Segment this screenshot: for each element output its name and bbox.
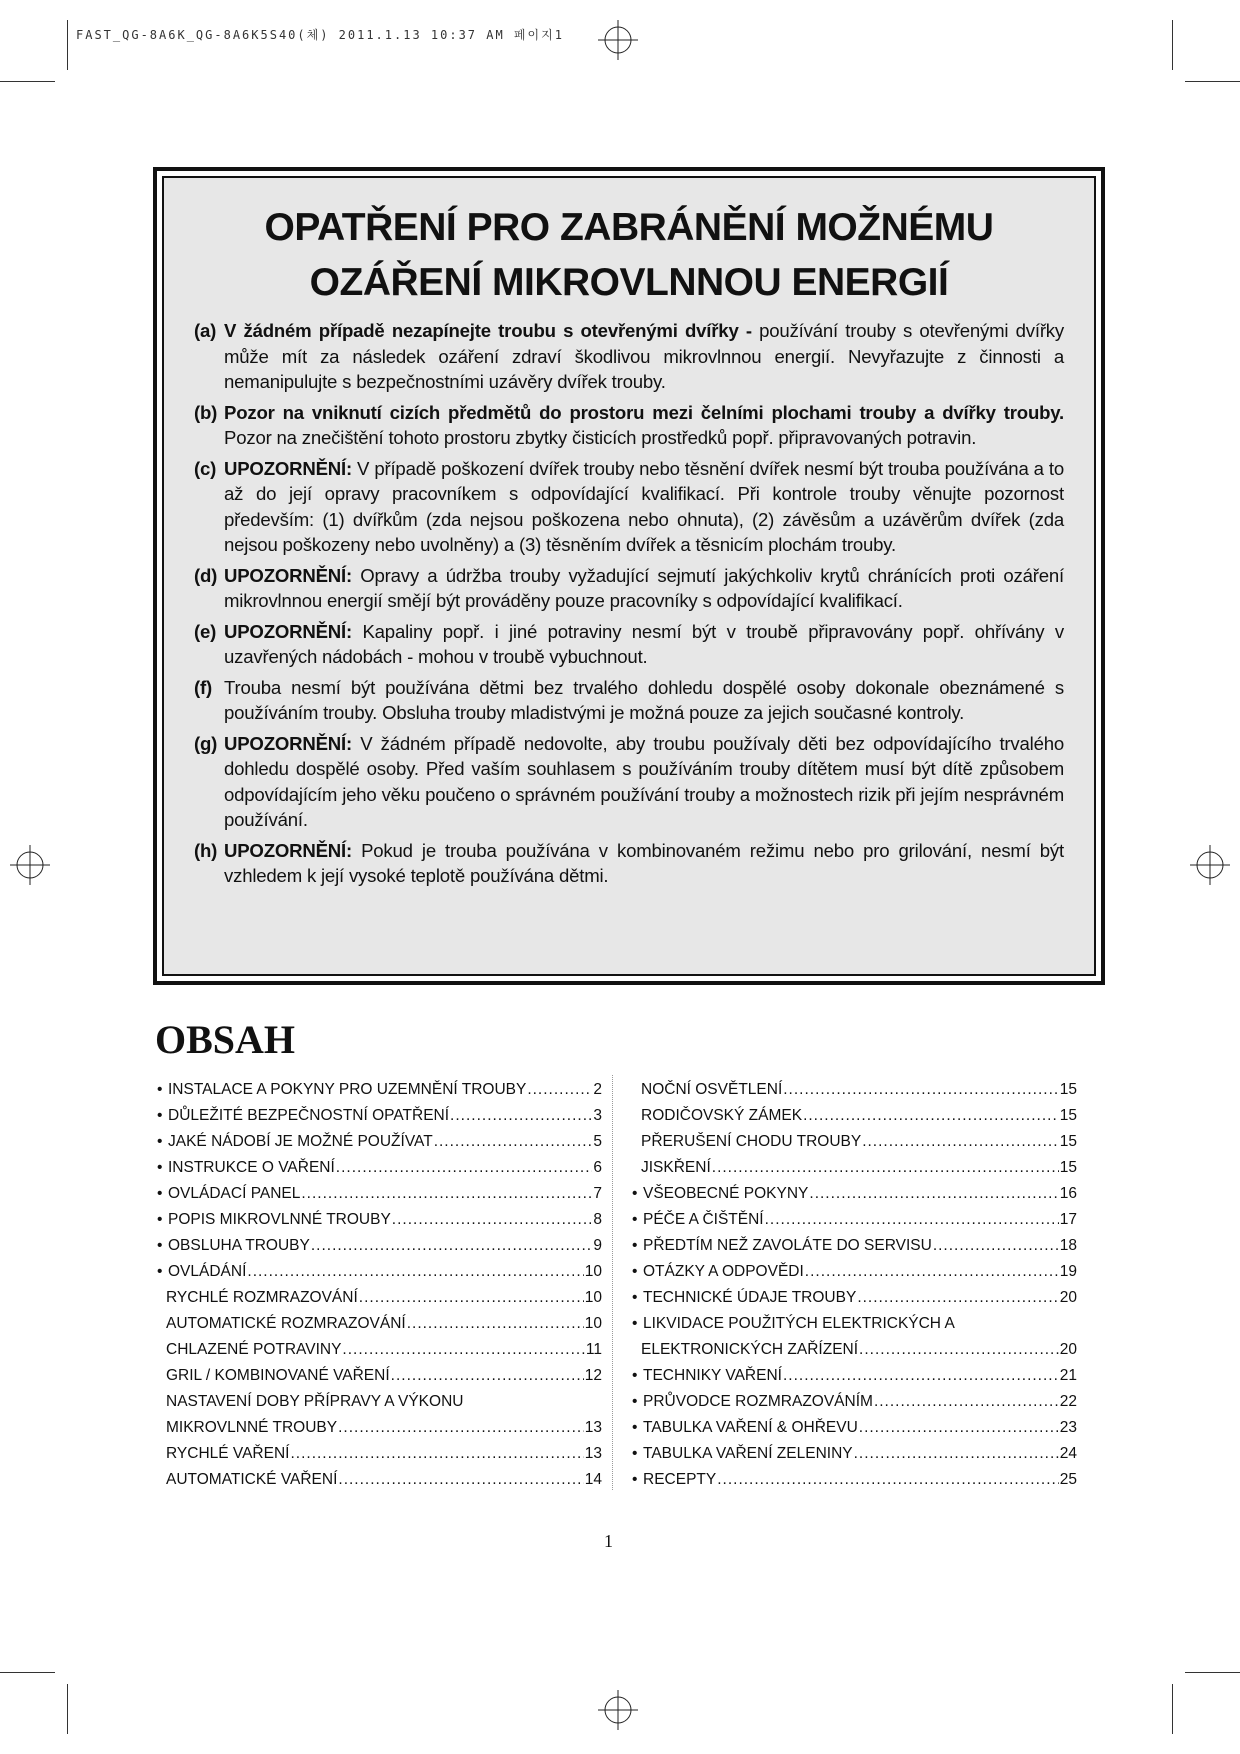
toc-page-number: 15	[1059, 1081, 1077, 1098]
toc-entry-text: PŘERUŠENÍ CHODU TROUBY	[641, 1133, 862, 1150]
toc-bullet: •	[157, 1185, 163, 1202]
toc-entry	[157, 1389, 602, 1415]
toc-entry	[632, 1155, 1077, 1181]
toc-entry-text: OBSLUHA TROUBY	[168, 1237, 310, 1254]
toc-entry-text: RODIČOVSKÝ ZÁMEK	[641, 1107, 803, 1124]
toc-bullet: •	[632, 1211, 638, 1228]
toc-leader-dots	[392, 1207, 593, 1233]
toc-entry-text: OVLÁDÁNÍ	[168, 1263, 247, 1280]
toc-leader-dots	[391, 1363, 584, 1389]
warning-item-bold: UPOZORNĚNÍ:	[224, 564, 352, 586]
toc-leader-dots	[338, 1415, 584, 1441]
toc-leader-dots	[290, 1441, 583, 1467]
toc-entry-text: CHLAZENÉ POTRAVINY	[166, 1341, 342, 1358]
toc-page-number: 22	[1059, 1393, 1077, 1410]
warning-box	[153, 167, 1105, 985]
toc-entry-text: TABULKA VAŘENÍ ZELENINY	[643, 1445, 853, 1462]
toc-divider	[612, 1075, 613, 1490]
warning-box-inner	[162, 176, 1096, 976]
toc-entry	[632, 1337, 1077, 1363]
toc-entry	[632, 1103, 1077, 1129]
toc-bullet: •	[157, 1081, 163, 1098]
crop-mark	[0, 1672, 55, 1673]
toc-entry	[157, 1155, 602, 1181]
toc-bullet: •	[632, 1315, 638, 1332]
toc-entry-text: INSTALACE A POKYNY PRO UZEMNĚNÍ TROUBY	[168, 1081, 527, 1098]
warning-item	[194, 731, 1064, 833]
registration-mark-icon	[598, 1690, 638, 1730]
toc-leader-dots	[434, 1129, 593, 1155]
toc-bullet: •	[632, 1185, 638, 1202]
warning-title	[194, 200, 1064, 310]
toc-entry	[632, 1363, 1077, 1389]
toc-leader-dots	[712, 1155, 1059, 1181]
toc-page-number: 13	[584, 1445, 602, 1462]
toc-page-number: 24	[1059, 1445, 1077, 1462]
toc-leader-dots	[859, 1337, 1059, 1363]
warning-item-text: Trouba nesmí být používána dětmi bez trvalého dohledu dospělé osoby dokonale obeznámené s používáním trouby. Obsluha trouby mladistvými je možná pouze za jejich současné kontroly.	[224, 676, 1064, 723]
warning-item	[194, 563, 1064, 614]
toc-entry-text: AUTOMATICKÉ VAŘENÍ	[166, 1471, 338, 1488]
toc-entry	[632, 1129, 1077, 1155]
toc-bullet: •	[632, 1263, 638, 1280]
warning-title-line-2: OZÁŘENÍ MIKROVLNNOU ENERGIÍ	[309, 261, 949, 304]
warning-item-text: Kapaliny popř. i jiné potraviny nesmí být v troubě připravovány popř. ohřívány v uzavřených nádobách - mohou v troubě vybuchnout.	[224, 620, 1064, 667]
toc-leader-dots	[311, 1233, 593, 1259]
crop-mark	[1172, 1684, 1173, 1734]
warning-item	[194, 456, 1064, 558]
toc-entry-text: LIKVIDACE POUŽITÝCH ELEKTRICKÝCH A	[643, 1315, 955, 1332]
toc-entry-text: PRŮVODCE ROZMRAZOVÁNÍM	[643, 1393, 873, 1410]
toc-left-column	[157, 1077, 602, 1493]
toc-entry	[632, 1285, 1077, 1311]
warning-item-text: V žádném případě nedovolte, aby troubu používaly děti bez odpovídajícího trvalého dohledu dospělé osoby. Před vaším souhlasem s používáním trouby dítětem musí být dítě způsobem odpovídajícím jeho věku poučeno o správném používání trouby a možnostech rizik při jejím nesprávném používání.	[224, 732, 1064, 830]
toc-entry	[632, 1259, 1077, 1285]
toc-leader-dots	[854, 1441, 1059, 1467]
toc-page-number: 20	[1059, 1289, 1077, 1306]
toc-leader-dots	[407, 1311, 584, 1337]
toc-entry	[157, 1207, 602, 1233]
toc-page-number: 2	[593, 1081, 602, 1098]
toc-page-number: 3	[593, 1107, 602, 1124]
toc-page-number: 20	[1059, 1341, 1077, 1358]
toc-entry-text: INSTRUKCE O VAŘENÍ	[168, 1159, 335, 1176]
toc-bullet: •	[157, 1133, 163, 1150]
toc-entry	[632, 1415, 1077, 1441]
toc-bullet: •	[632, 1445, 638, 1462]
toc-entry-text: PŘEDTÍM NEŽ ZAVOLÁTE DO SERVISU	[643, 1237, 932, 1254]
toc-entry-text: GRIL / KOMBINOVANÉ VAŘENÍ	[166, 1367, 390, 1384]
toc-entry-text: TECHNIKY VAŘENÍ	[643, 1367, 782, 1384]
warning-item-bold: UPOZORNĚNÍ:	[224, 457, 352, 479]
warning-item-label: (e)	[194, 620, 217, 642]
warning-item-bold: V žádném případě nezapínejte troubu s otevřenými dvířky -	[224, 320, 752, 341]
toc-page-number: 17	[1059, 1211, 1077, 1228]
warning-item-text: Pozor na znečištění tohoto prostoru zbytky čisticích prostředků popř. připravovaných potravin.	[224, 427, 977, 448]
warning-item-label: (d)	[194, 564, 218, 586]
registration-mark-icon	[10, 845, 50, 885]
warning-item-bold: UPOZORNĚNÍ:	[224, 839, 352, 861]
crop-mark	[1172, 20, 1173, 70]
warning-item-label: (h)	[194, 839, 218, 861]
crop-mark	[1185, 81, 1240, 82]
toc-page-number: 15	[1059, 1133, 1077, 1150]
toc-entry	[157, 1363, 602, 1389]
toc-page-number: 15	[1059, 1107, 1077, 1124]
warning-item-text: používání trouby s otevřenými dvířky může mít za následek ozáření zdraví škodlivou mikrovlnnou energií. Nevyřazujte z činnosti a nemanipulujte s bezpečnostními uzávěry dvířek trouby.	[224, 320, 1065, 392]
toc-entry	[157, 1285, 602, 1311]
warning-item	[194, 318, 1064, 395]
page-number: 1	[604, 1531, 613, 1551]
toc-leader-dots	[338, 1467, 583, 1493]
warning-item-text: Opravy a údržba trouby vyžadující sejmutí jakýchkoliv krytů chránících proti ozáření mikrovlnnou energií smějí být prováděny pouze pracovníky s odpovídající kvalifikací.	[224, 564, 1064, 611]
toc-title: OBSAH	[155, 1017, 296, 1062]
toc-entry-text: OTÁZKY A ODPOVĚDI	[643, 1263, 804, 1280]
toc-leader-dots	[765, 1207, 1059, 1233]
toc-bullet: •	[632, 1419, 638, 1436]
registration-mark-icon	[598, 20, 638, 60]
warning-title-line-1: OPATŘENÍ PRO ZABRÁNĚNÍ MOŽNÉMU	[264, 206, 994, 249]
toc-page-number: 21	[1059, 1367, 1077, 1384]
toc-right-column	[632, 1077, 1077, 1493]
warning-item	[194, 838, 1064, 889]
toc-page-number: 10	[584, 1263, 602, 1280]
warning-list	[194, 318, 1064, 889]
toc-page-number: 16	[1059, 1185, 1077, 1202]
toc-bullet: •	[157, 1263, 163, 1280]
warning-item-label: (b)	[194, 401, 218, 423]
toc-entry-text: VŠEOBECNÉ POKYNY	[643, 1185, 809, 1202]
warning-item-text: Pokud je trouba používána v kombinovaném režimu nebo pro grilování, nesmí být vzhledem k její vysoké teplotě používána dětmi.	[224, 839, 1064, 886]
toc-entry-text: RYCHLÉ ROZMRAZOVÁNÍ	[166, 1289, 358, 1306]
toc-page-number: 25	[1059, 1471, 1077, 1488]
toc-leader-dots	[805, 1259, 1059, 1285]
toc-entry	[157, 1311, 602, 1337]
toc-leader-dots	[336, 1155, 593, 1181]
warning-item-text: V případě poškození dvířek trouby nebo těsnění dvířek nesmí být trouba používána a to až do její opravy pracovníkem s odpovídající kvalifikací. Při kontrole trouby věnujte pozornost především: (1) dvířkům (zda nejsou poškozena nebo ohnuta), (2) závěsům a uzávěrům dvířek (zda nejsou poškozeny nebo uvolněny) a (3) těsněním dvířek a těsnicím plochám trouby.	[224, 457, 1064, 555]
toc-bullet: •	[157, 1107, 163, 1124]
toc-bullet: •	[632, 1393, 638, 1410]
toc-entry-text: ELEKTRONICKÝCH ZAŘÍZENÍ	[641, 1341, 859, 1358]
toc-leader-dots	[359, 1285, 584, 1311]
toc-page-number: 13	[584, 1419, 602, 1436]
toc-leader-dots	[527, 1077, 592, 1103]
toc-entry-text: MIKROVLNNÉ TROUBY	[166, 1419, 338, 1436]
toc-bullet: •	[157, 1159, 163, 1176]
toc-entry	[157, 1077, 602, 1103]
warning-item-label: (f)	[194, 676, 212, 698]
toc-entry	[632, 1389, 1077, 1415]
toc-page-number: 9	[593, 1237, 602, 1254]
toc-entry-text: PÉČE A ČIŠTĚNÍ	[643, 1211, 764, 1228]
toc-entry	[632, 1467, 1077, 1493]
toc-leader-dots	[857, 1285, 1058, 1311]
toc-entry-text: RYCHLÉ VAŘENÍ	[166, 1445, 290, 1462]
toc-entry	[632, 1077, 1077, 1103]
toc-leader-dots	[342, 1337, 584, 1363]
toc-leader-dots	[783, 1077, 1059, 1103]
warning-item-bold: Pozor na vniknutí cizích předmětů do prostoru mezi čelními plochami trouby a dvířky trouby.	[224, 401, 1064, 423]
toc-entry-text: DŮLEŽITÉ BEZPEČNOSTNÍ OPATŘENÍ	[168, 1107, 450, 1124]
toc-page-number: 15	[1059, 1159, 1077, 1176]
toc-entry	[632, 1233, 1077, 1259]
toc-entry	[157, 1233, 602, 1259]
toc-entry-text: OVLÁDACÍ PANEL	[168, 1185, 301, 1202]
toc-page-number: 14	[584, 1471, 602, 1488]
toc-entry-text: NASTAVENÍ DOBY PŘÍPRAVY A VÝKONU	[166, 1393, 464, 1410]
toc-entry-text: NOČNÍ OSVĚTLENÍ	[641, 1081, 783, 1098]
toc-entry-text: POPIS MIKROVLNNÉ TROUBY	[168, 1211, 391, 1228]
warning-item-label: (g)	[194, 732, 218, 754]
toc-entry	[632, 1207, 1077, 1233]
toc-leader-dots	[809, 1181, 1058, 1207]
crop-mark	[67, 20, 68, 70]
toc-bullet: •	[632, 1471, 638, 1488]
toc-entry-text: AUTOMATICKÉ ROZMRAZOVÁNÍ	[166, 1315, 406, 1332]
toc-entry	[157, 1181, 602, 1207]
toc-bullet: •	[157, 1237, 163, 1254]
warning-item-label: (a)	[194, 320, 217, 341]
warning-item-label: (c)	[194, 457, 217, 479]
toc-entry	[632, 1311, 1077, 1337]
toc-page-number: 10	[584, 1315, 602, 1332]
toc-entry-text: TECHNICKÉ ÚDAJE TROUBY	[643, 1289, 857, 1306]
toc-page-number: 8	[593, 1211, 602, 1228]
toc-entry	[157, 1129, 602, 1155]
crop-mark	[67, 1684, 68, 1734]
toc-bullet: •	[632, 1237, 638, 1254]
toc-leader-dots	[874, 1389, 1059, 1415]
toc-leader-dots	[859, 1415, 1059, 1441]
toc-entry-text: TABULKA VAŘENÍ & OHŘEVU	[643, 1419, 858, 1436]
toc-entry	[157, 1259, 602, 1285]
warning-item-bold: UPOZORNĚNÍ:	[224, 620, 352, 642]
toc-page-number: 6	[593, 1159, 602, 1176]
toc-entry	[632, 1181, 1077, 1207]
toc-leader-dots	[450, 1103, 592, 1129]
toc-entry	[157, 1415, 602, 1441]
toc-bullet: •	[632, 1289, 638, 1306]
toc-page-number: 12	[584, 1367, 602, 1384]
toc-entry	[157, 1441, 602, 1467]
toc-leader-dots	[933, 1233, 1059, 1259]
warning-item	[194, 619, 1064, 670]
warning-item	[194, 675, 1064, 726]
print-slug: FAST_QG-8A6K_QG-8A6K5S40(체) 2011.1.13 10:37 AM 페이지1	[76, 28, 564, 42]
toc-leader-dots	[803, 1103, 1059, 1129]
toc-page-number: 19	[1059, 1263, 1077, 1280]
warning-item	[194, 400, 1064, 451]
warning-item-bold: UPOZORNĚNÍ:	[224, 732, 352, 754]
toc-page-number: 11	[585, 1341, 602, 1358]
toc-entry-text: RECEPTY	[643, 1471, 717, 1488]
toc-page-number: 5	[593, 1133, 602, 1150]
toc-entry	[157, 1467, 602, 1493]
toc-leader-dots	[783, 1363, 1059, 1389]
toc-leader-dots	[301, 1181, 592, 1207]
toc-entry	[157, 1337, 602, 1363]
toc-leader-dots	[862, 1129, 1059, 1155]
registration-mark-icon	[1190, 845, 1230, 885]
toc-leader-dots	[717, 1467, 1059, 1493]
toc-leader-dots	[247, 1259, 583, 1285]
crop-mark	[1185, 1672, 1240, 1673]
crop-mark	[0, 81, 55, 82]
toc-page-number: 10	[584, 1289, 602, 1306]
toc-bullet: •	[632, 1367, 638, 1384]
toc-entry-text: JISKŘENÍ	[641, 1159, 711, 1176]
toc-entry	[157, 1103, 602, 1129]
toc-entry	[632, 1441, 1077, 1467]
toc-page-number: 18	[1059, 1237, 1077, 1254]
toc-entry-text: JAKÉ NÁDOBÍ JE MOŽNÉ POUŽÍVAT	[168, 1133, 433, 1150]
toc-page-number: 7	[593, 1185, 602, 1202]
toc-bullet: •	[157, 1211, 163, 1228]
toc-page-number: 23	[1059, 1419, 1077, 1436]
